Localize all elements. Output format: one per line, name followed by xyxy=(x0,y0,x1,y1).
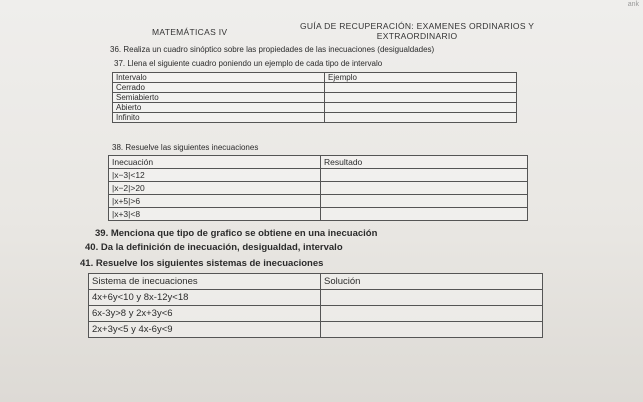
table-row xyxy=(113,93,517,103)
table-header-row xyxy=(89,274,543,290)
row-label: 6x-3y>8 y 2x+3y<6 xyxy=(89,306,321,322)
answer-cell[interactable] xyxy=(321,182,528,195)
row-label: 2x+3y<5 y 4x-6y<9 xyxy=(89,322,321,338)
answer-cell[interactable] xyxy=(321,195,528,208)
answer-cell[interactable] xyxy=(321,306,543,322)
answer-cell[interactable] xyxy=(325,103,517,113)
table-row xyxy=(109,208,528,221)
table-row xyxy=(89,322,543,338)
guide-title xyxy=(300,21,534,41)
table-row xyxy=(113,103,517,113)
row-label: |x−2|>20 xyxy=(109,182,321,195)
inequality-table xyxy=(108,155,528,221)
guide-title-line2: EXTRAORDINARIO xyxy=(376,31,458,41)
header-intervalo: Intervalo xyxy=(113,73,325,83)
row-label: Cerrado xyxy=(113,83,325,93)
answer-cell[interactable] xyxy=(321,208,528,221)
table-row xyxy=(109,195,528,208)
row-label: |x+3|<8 xyxy=(109,208,321,221)
systems-table xyxy=(88,273,543,338)
answer-cell[interactable] xyxy=(325,83,517,93)
row-label: 4x+6y<10 y 8x-12y<18 xyxy=(89,290,321,306)
table-row xyxy=(109,169,528,182)
answer-cell[interactable] xyxy=(321,322,543,338)
header-ejemplo: Ejemplo xyxy=(325,73,517,83)
table-row xyxy=(89,306,543,322)
question-39: 39. Menciona que tipo de grafico se obtiene en una inecuación xyxy=(95,228,378,239)
header-resultado: Resultado xyxy=(321,156,528,169)
row-label: Infinito xyxy=(113,113,325,123)
guide-title-line1: GUÍA DE RECUPERACIÓN: EXAMENES ORDINARIOS Y xyxy=(300,21,535,31)
answer-cell[interactable] xyxy=(325,113,517,123)
corner-text: ank xyxy=(627,1,639,8)
row-label: |x−3|<12 xyxy=(109,169,321,182)
interval-table xyxy=(112,72,517,123)
table-row xyxy=(89,290,543,306)
question-41: 41. Resuelve los siguientes sistemas de inecuaciones xyxy=(80,258,324,269)
row-label: Abierto xyxy=(113,103,325,113)
table-header-row xyxy=(113,73,517,83)
answer-cell[interactable] xyxy=(325,93,517,103)
question-38: 38. Resuelve las siguientes inecuaciones xyxy=(112,143,259,152)
answer-cell[interactable] xyxy=(321,290,543,306)
table-row xyxy=(113,83,517,93)
question-36: 36. Realiza un cuadro sinóptico sobre las propiedades de las inecuaciones (desigualdades) xyxy=(110,45,435,54)
header-solucion: Solución xyxy=(321,274,543,290)
row-label: |x+5|>6 xyxy=(109,195,321,208)
header-sistema: Sistema de inecuaciones xyxy=(89,274,321,290)
table-row xyxy=(113,113,517,123)
answer-cell[interactable] xyxy=(321,169,528,182)
header-inecuacion: Inecuación xyxy=(109,156,321,169)
table-row xyxy=(109,182,528,195)
subject-title: MATEMÁTICAS IV xyxy=(152,27,228,37)
table-header-row xyxy=(109,156,528,169)
question-37: 37. Llena el siguiente cuadro poniendo un ejemplo de cada tipo de intervalo xyxy=(114,59,383,68)
question-40: 40. Da la definición de inecuación, desigualdad, intervalo xyxy=(85,242,343,253)
row-label: Semiabierto xyxy=(113,93,325,103)
